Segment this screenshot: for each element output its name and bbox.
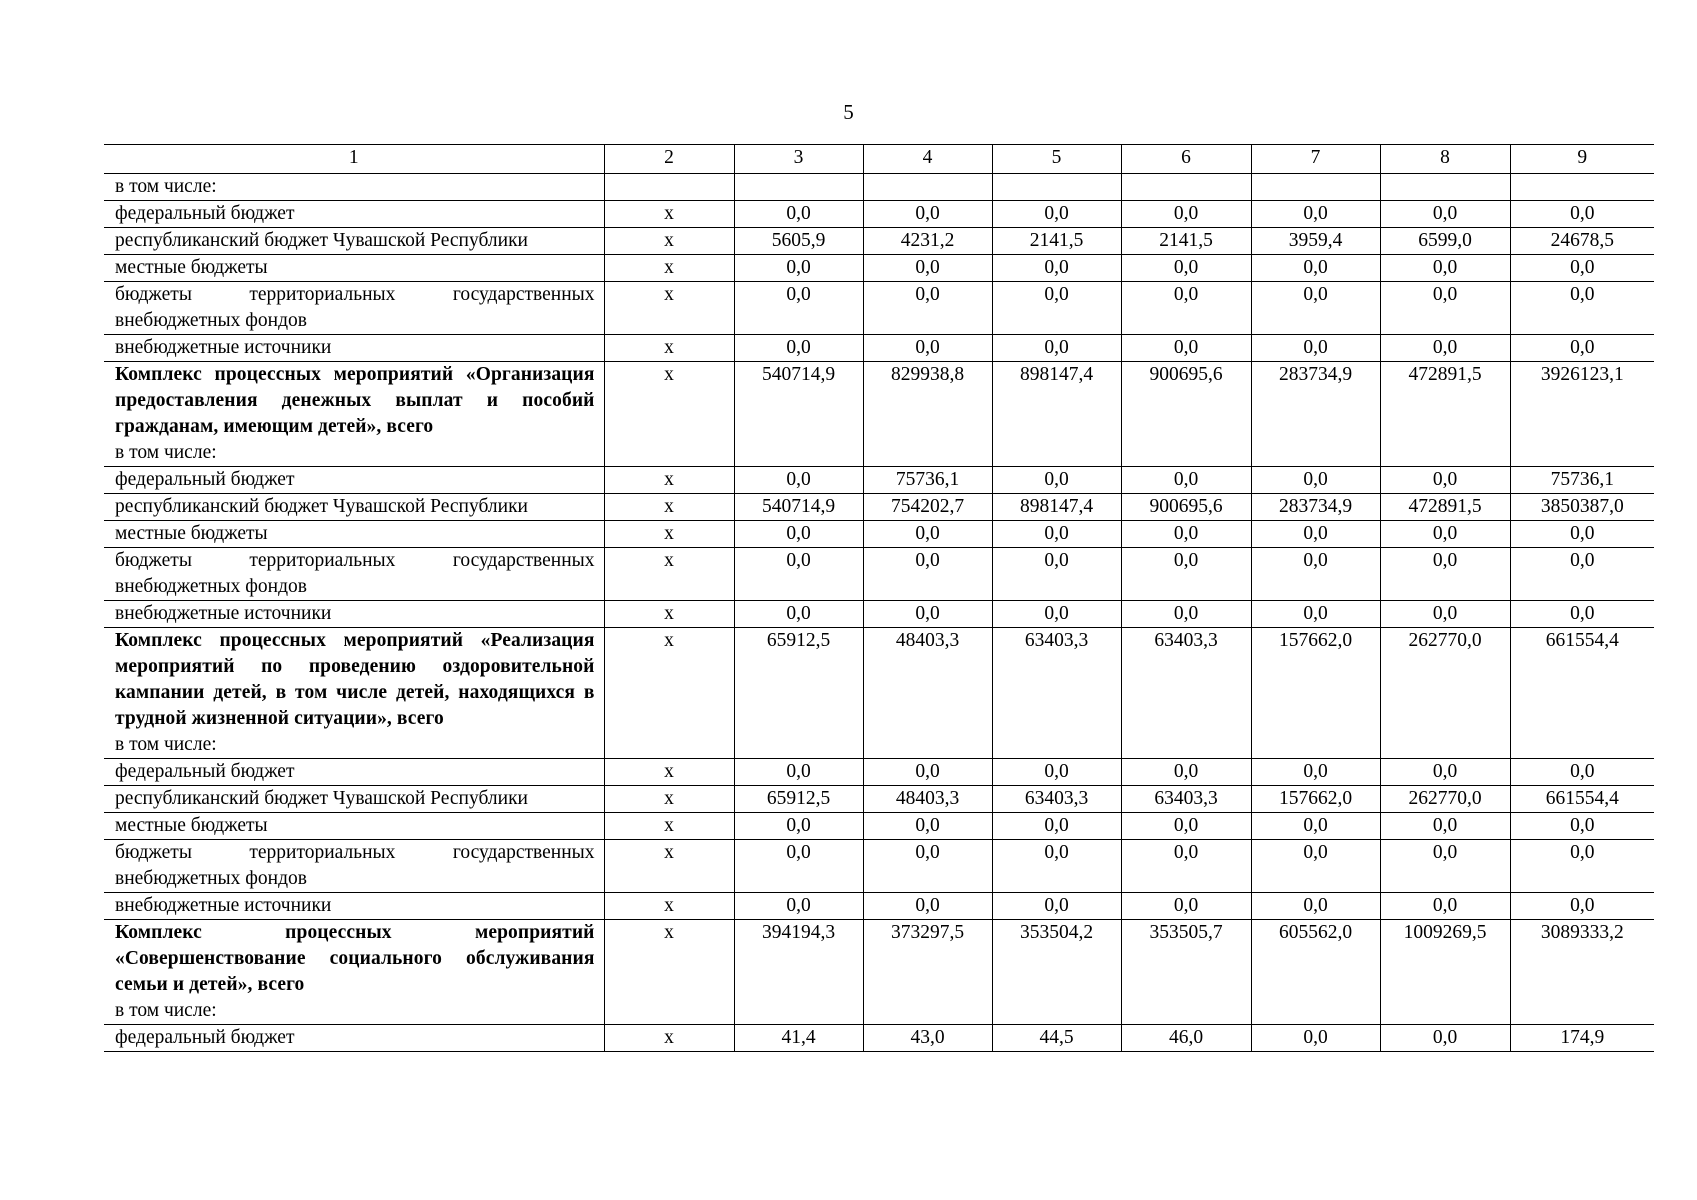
amount-cell: 6599,0	[1380, 228, 1510, 255]
code-cell: x	[604, 335, 734, 362]
amount-cell: 0,0	[863, 813, 992, 840]
amount-cell: 48403,3	[863, 786, 992, 813]
amount-cell: 0,0	[992, 335, 1121, 362]
amount-cell: 353505,7	[1121, 920, 1251, 1025]
amount-cell: 283734,9	[1251, 362, 1380, 467]
funding-source-row	[104, 494, 1654, 521]
column-header: 6	[1121, 145, 1251, 174]
amount-cell: 0,0	[1380, 759, 1510, 786]
column-header: 2	[604, 145, 734, 174]
amount-cell: 46,0	[1121, 1025, 1251, 1052]
amount-cell: 0,0	[863, 521, 992, 548]
funding-source-row	[104, 521, 1654, 548]
amount-cell: 262770,0	[1380, 628, 1510, 759]
amount-cell: 0,0	[1251, 467, 1380, 494]
amount-cell: 0,0	[1380, 467, 1510, 494]
code-cell: x	[604, 201, 734, 228]
funding-source-name: федеральный бюджет	[104, 467, 604, 494]
amount-cell: 0,0	[992, 548, 1121, 601]
amount-cell: 0,0	[1510, 759, 1654, 786]
column-header: 8	[1380, 145, 1510, 174]
amount-cell: 0,0	[1510, 548, 1654, 601]
amount-cell: 0,0	[1380, 282, 1510, 335]
amount-cell: 0,0	[1380, 201, 1510, 228]
amount-cell: 0,0	[734, 335, 863, 362]
funding-source-row	[104, 601, 1654, 628]
amount-cell: 0,0	[734, 759, 863, 786]
amount-cell: 898147,4	[992, 362, 1121, 467]
amount-cell: 0,0	[1251, 335, 1380, 362]
amount-cell: 0,0	[863, 893, 992, 920]
amount-cell: 0,0	[1121, 201, 1251, 228]
amount-cell: 0,0	[1510, 201, 1654, 228]
amount-cell: 63403,3	[1121, 628, 1251, 759]
amount-cell: 63403,3	[992, 628, 1121, 759]
amount-cell: 0,0	[1380, 548, 1510, 601]
funding-source-row	[104, 228, 1654, 255]
amount-cell: 157662,0	[1251, 786, 1380, 813]
amount-cell: 157662,0	[1251, 628, 1380, 759]
including-label: в том числе:	[115, 1000, 217, 1021]
amount-cell: 0,0	[863, 255, 992, 282]
amount-cell: 3089333,2	[1510, 920, 1654, 1025]
amount-cell: 0,0	[992, 840, 1121, 893]
amount-cell: 0,0	[1510, 521, 1654, 548]
code-cell: x	[604, 920, 734, 1025]
amount-cell: 0,0	[1121, 521, 1251, 548]
amount-cell: 0,0	[734, 601, 863, 628]
amount-cell: 0,0	[992, 255, 1121, 282]
amount-cell: 898147,4	[992, 494, 1121, 521]
funding-source-row	[104, 548, 1654, 601]
program-group-cell	[104, 628, 604, 759]
amount-cell: 41,4	[734, 1025, 863, 1052]
amount-cell: 0,0	[734, 893, 863, 920]
funding-source-name: федеральный бюджет	[104, 201, 604, 228]
amount-cell: 0,0	[1251, 1025, 1380, 1052]
including-label: в том числе:	[115, 442, 217, 463]
amount-cell: 2141,5	[992, 228, 1121, 255]
amount-cell: 0,0	[1121, 335, 1251, 362]
funding-source-name: республиканский бюджет Чувашской Республики	[104, 228, 604, 255]
amount-cell: 0,0	[863, 335, 992, 362]
amount-cell: 48403,3	[863, 628, 992, 759]
program-group-cell	[104, 362, 604, 467]
amount-cell: 0,0	[992, 893, 1121, 920]
amount-cell: 394194,3	[734, 920, 863, 1025]
amount-cell: 0,0	[734, 467, 863, 494]
amount-cell: 0,0	[1251, 521, 1380, 548]
funding-source-name: федеральный бюджет	[104, 759, 604, 786]
code-cell: x	[604, 362, 734, 467]
amount-cell: 0,0	[1251, 759, 1380, 786]
amount-cell: 0,0	[1510, 601, 1654, 628]
funding-source-name: бюджеты территориальных государственных внебюджетных фондов	[104, 548, 604, 601]
amount-cell: 0,0	[1251, 601, 1380, 628]
amount-cell: 65912,5	[734, 786, 863, 813]
program-title: Комплекс процессных мероприятий «Организация предоставления денежных выплат и пособий гражданам, имеющим детей», всего	[115, 364, 595, 437]
amount-cell: 65912,5	[734, 628, 863, 759]
amount-cell: 0,0	[1510, 840, 1654, 893]
amount-cell: 0,0	[1121, 813, 1251, 840]
program-group-row	[104, 362, 1654, 467]
amount-cell: 0,0	[992, 521, 1121, 548]
amount-cell: 754202,7	[863, 494, 992, 521]
program-title: Комплекс процессных мероприятий «Реализация мероприятий по проведению оздоровительной кампании детей, в том числе детей, находящихся в трудной жизненной ситуации», всего	[115, 630, 595, 729]
funding-source-name: местные бюджеты	[104, 521, 604, 548]
amount-cell: 900695,6	[1121, 494, 1251, 521]
amount-cell: 540714,9	[734, 494, 863, 521]
code-cell: x	[604, 548, 734, 601]
amount-cell: 5605,9	[734, 228, 863, 255]
funding-source-name: местные бюджеты	[104, 813, 604, 840]
amount-cell: 0,0	[1510, 282, 1654, 335]
amount-cell: 0,0	[1251, 255, 1380, 282]
amount-cell: 0,0	[1251, 813, 1380, 840]
funding-source-name: федеральный бюджет	[104, 1025, 604, 1052]
amount-cell: 75736,1	[863, 467, 992, 494]
amount-cell: 0,0	[863, 840, 992, 893]
funding-source-row	[104, 255, 1654, 282]
amount-cell: 0,0	[1380, 893, 1510, 920]
amount-cell: 43,0	[863, 1025, 992, 1052]
amount-cell: 0,0	[863, 201, 992, 228]
funding-source-row	[104, 282, 1654, 335]
amount-cell: 0,0	[1380, 521, 1510, 548]
amount-cell: 0,0	[863, 601, 992, 628]
amount-cell: 0,0	[1251, 548, 1380, 601]
amount-cell: 0,0	[1380, 840, 1510, 893]
funding-source-name: республиканский бюджет Чувашской Республики	[104, 494, 604, 521]
funding-source-row	[104, 759, 1654, 786]
amount-cell: 0,0	[1121, 255, 1251, 282]
funding-source-name: внебюджетные источники	[104, 893, 604, 920]
amount-cell: 0,0	[992, 601, 1121, 628]
amount-cell: 0,0	[1121, 467, 1251, 494]
amount-cell: 0,0	[734, 840, 863, 893]
amount-cell: 1009269,5	[1380, 920, 1510, 1025]
amount-cell: 0,0	[1121, 601, 1251, 628]
amount-cell	[1510, 174, 1654, 201]
amount-cell	[863, 174, 992, 201]
funding-source-row	[104, 467, 1654, 494]
program-group-cell	[104, 920, 604, 1025]
amount-cell: 0,0	[992, 759, 1121, 786]
amount-cell: 373297,5	[863, 920, 992, 1025]
amount-cell: 283734,9	[1251, 494, 1380, 521]
code-cell: x	[604, 1025, 734, 1052]
amount-cell: 0,0	[734, 813, 863, 840]
funding-source-name: внебюджетные источники	[104, 601, 604, 628]
amount-cell: 0,0	[992, 813, 1121, 840]
code-cell: x	[604, 601, 734, 628]
funding-source-row	[104, 174, 1654, 201]
amount-cell: 900695,6	[1121, 362, 1251, 467]
column-number-header-row	[104, 145, 1654, 174]
amount-cell: 0,0	[1510, 893, 1654, 920]
amount-cell: 75736,1	[1510, 467, 1654, 494]
code-cell: x	[604, 228, 734, 255]
amount-cell: 0,0	[1380, 601, 1510, 628]
amount-cell	[734, 174, 863, 201]
funding-source-name: бюджеты территориальных государственных внебюджетных фондов	[104, 840, 604, 893]
amount-cell: 0,0	[1121, 759, 1251, 786]
program-group-row	[104, 920, 1654, 1025]
code-cell: x	[604, 840, 734, 893]
amount-cell: 0,0	[1121, 840, 1251, 893]
amount-cell: 0,0	[734, 282, 863, 335]
amount-cell: 0,0	[1251, 840, 1380, 893]
amount-cell: 3850387,0	[1510, 494, 1654, 521]
amount-cell	[1380, 174, 1510, 201]
column-header: 3	[734, 145, 863, 174]
amount-cell: 0,0	[734, 201, 863, 228]
amount-cell: 0,0	[1251, 282, 1380, 335]
amount-cell: 472891,5	[1380, 362, 1510, 467]
column-header: 5	[992, 145, 1121, 174]
code-cell: x	[604, 786, 734, 813]
amount-cell: 24678,5	[1510, 228, 1654, 255]
column-header: 9	[1510, 145, 1654, 174]
column-header: 7	[1251, 145, 1380, 174]
amount-cell: 63403,3	[992, 786, 1121, 813]
amount-cell: 0,0	[734, 548, 863, 601]
column-header: 1	[104, 145, 604, 174]
program-title: Комплекс процессных мероприятий «Совершенствование социального обслуживания семьи и детей», всего	[115, 922, 595, 995]
amount-cell: 0,0	[863, 548, 992, 601]
amount-cell: 605562,0	[1251, 920, 1380, 1025]
amount-cell: 63403,3	[1121, 786, 1251, 813]
code-cell: x	[604, 521, 734, 548]
amount-cell: 353504,2	[992, 920, 1121, 1025]
amount-cell: 661554,4	[1510, 786, 1654, 813]
amount-cell: 174,9	[1510, 1025, 1654, 1052]
amount-cell: 0,0	[734, 255, 863, 282]
code-cell: x	[604, 813, 734, 840]
code-cell: x	[604, 893, 734, 920]
code-cell: x	[604, 282, 734, 335]
amount-cell: 44,5	[992, 1025, 1121, 1052]
including-label: в том числе:	[115, 734, 217, 755]
funding-source-row	[104, 813, 1654, 840]
amount-cell: 0,0	[992, 282, 1121, 335]
amount-cell: 0,0	[1121, 893, 1251, 920]
amount-cell	[992, 174, 1121, 201]
funding-source-row	[104, 786, 1654, 813]
amount-cell	[1121, 174, 1251, 201]
funding-source-name: местные бюджеты	[104, 255, 604, 282]
column-header: 4	[863, 145, 992, 174]
code-cell: x	[604, 759, 734, 786]
page-number: 5	[843, 100, 854, 124]
amount-cell: 0,0	[863, 759, 992, 786]
funding-source-name: внебюджетные источники	[104, 335, 604, 362]
amount-cell: 0,0	[1510, 255, 1654, 282]
amount-cell: 0,0	[1380, 813, 1510, 840]
amount-cell: 0,0	[1251, 893, 1380, 920]
funding-source-row	[104, 335, 1654, 362]
code-cell	[604, 174, 734, 201]
amount-cell: 262770,0	[1380, 786, 1510, 813]
funding-source-row	[104, 840, 1654, 893]
amount-cell: 2141,5	[1121, 228, 1251, 255]
funding-source-name: бюджеты территориальных государственных внебюджетных фондов	[104, 282, 604, 335]
amount-cell: 661554,4	[1510, 628, 1654, 759]
amount-cell: 829938,8	[863, 362, 992, 467]
funding-source-row	[104, 893, 1654, 920]
funding-source-row	[104, 201, 1654, 228]
amount-cell: 3926123,1	[1510, 362, 1654, 467]
amount-cell: 0,0	[1380, 255, 1510, 282]
amount-cell: 0,0	[1121, 548, 1251, 601]
code-cell: x	[604, 494, 734, 521]
amount-cell: 0,0	[1121, 282, 1251, 335]
program-group-row	[104, 628, 1654, 759]
code-cell: x	[604, 255, 734, 282]
funding-source-row	[104, 1025, 1654, 1052]
amount-cell: 472891,5	[1380, 494, 1510, 521]
amount-cell: 3959,4	[1251, 228, 1380, 255]
amount-cell: 540714,9	[734, 362, 863, 467]
amount-cell: 0,0	[1251, 201, 1380, 228]
amount-cell: 0,0	[734, 521, 863, 548]
amount-cell: 0,0	[992, 467, 1121, 494]
amount-cell: 0,0	[1510, 813, 1654, 840]
amount-cell: 0,0	[1380, 335, 1510, 362]
amount-cell: 4231,2	[863, 228, 992, 255]
amount-cell: 0,0	[1510, 335, 1654, 362]
amount-cell	[1251, 174, 1380, 201]
amount-cell: 0,0	[1380, 1025, 1510, 1052]
budget-table	[104, 144, 1654, 1052]
code-cell: x	[604, 467, 734, 494]
code-cell: x	[604, 628, 734, 759]
funding-source-name: республиканский бюджет Чувашской Республики	[104, 786, 604, 813]
amount-cell: 0,0	[863, 282, 992, 335]
funding-source-name: в том числе:	[104, 174, 604, 201]
amount-cell: 0,0	[992, 201, 1121, 228]
